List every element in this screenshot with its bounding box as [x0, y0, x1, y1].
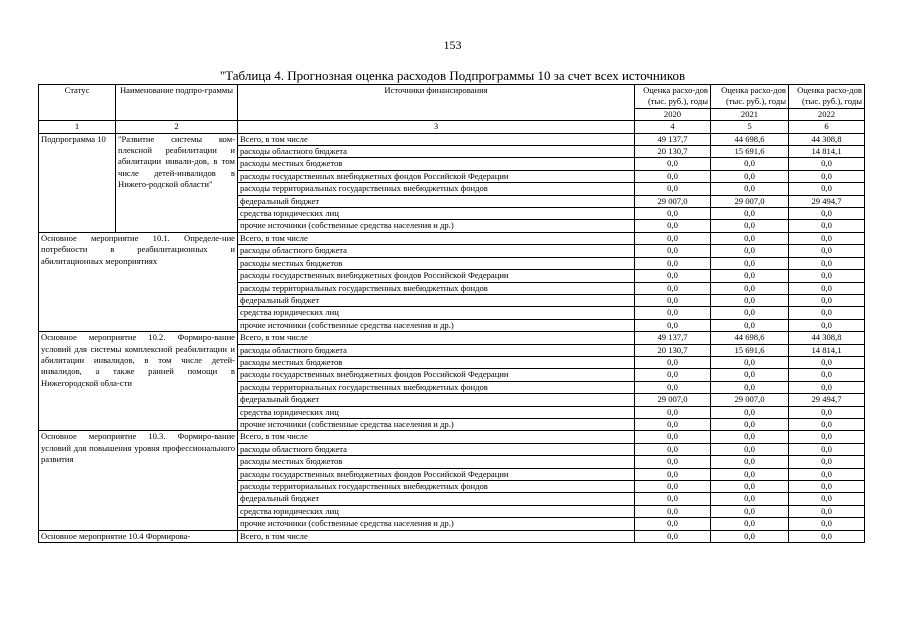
header-row: [39, 85, 865, 109]
value-cell: 29 494,7: [789, 394, 865, 406]
value-cell: 15 691,6: [711, 344, 789, 356]
value-cell: 0,0: [789, 381, 865, 393]
value-cell: 0,0: [635, 294, 711, 306]
value-cell: 0,0: [635, 530, 711, 542]
funding-source-cell: Всего, в том числе: [238, 530, 635, 542]
value-cell: 0,0: [711, 530, 789, 542]
value-cell: 0,0: [789, 418, 865, 430]
funding-source-cell: расходы территориальных государственных внебюджетных фондов: [238, 481, 635, 493]
funding-source-cell: средства юридических лиц: [238, 208, 635, 220]
value-cell: 0,0: [789, 530, 865, 542]
value-cell: 0,0: [635, 158, 711, 170]
value-cell: 0,0: [711, 294, 789, 306]
funding-source-cell: федеральный бюджет: [238, 294, 635, 306]
value-cell: 0,0: [711, 183, 789, 195]
funding-source-cell: расходы местных бюджетов: [238, 257, 635, 269]
funding-source-cell: федеральный бюджет: [238, 394, 635, 406]
funding-source-cell: федеральный бюджет: [238, 493, 635, 505]
value-cell: 20 130,7: [635, 344, 711, 356]
funding-source-cell: расходы государственных внебюджетных фондов Российской Федерации: [238, 369, 635, 381]
value-cell: 0,0: [789, 356, 865, 368]
value-cell: 0,0: [789, 232, 865, 244]
value-cell: 14 814,1: [789, 146, 865, 158]
value-cell: 0,0: [789, 319, 865, 331]
value-cell: 0,0: [789, 257, 865, 269]
funding-source-cell: расходы территориальных государственных внебюджетных фондов: [238, 282, 635, 294]
activity-cell: Основное мероприятие 10.4 Формирова-: [39, 530, 238, 542]
funding-source-cell: расходы областного бюджета: [238, 245, 635, 257]
header-year: 2022: [789, 108, 865, 120]
header-name: Наименование подпро-граммы: [116, 85, 238, 121]
value-cell: 0,0: [635, 456, 711, 468]
expense-table: [38, 84, 865, 543]
value-cell: 20 130,7: [635, 146, 711, 158]
value-cell: 0,0: [789, 158, 865, 170]
value-cell: 0,0: [789, 294, 865, 306]
value-cell: 0,0: [635, 183, 711, 195]
value-cell: 0,0: [635, 257, 711, 269]
value-cell: 0,0: [635, 319, 711, 331]
value-cell: 0,0: [711, 270, 789, 282]
value-cell: 0,0: [635, 245, 711, 257]
table-title: "Таблица 4. Прогнозная оценка расходов Подпрограммы 10 за счет всех источников: [219, 68, 686, 83]
funding-source-cell: расходы территориальных государственных внебюджетных фондов: [238, 381, 635, 393]
value-cell: 0,0: [635, 208, 711, 220]
funding-source-cell: средства юридических лиц: [238, 505, 635, 517]
page-number: 153: [443, 38, 462, 52]
value-cell: 0,0: [789, 505, 865, 517]
funding-source-cell: расходы местных бюджетов: [238, 356, 635, 368]
header-sources: Источники финансирования: [238, 85, 635, 121]
header-status: Статус: [39, 85, 116, 121]
funding-source-cell: прочие источники (собственные средства населения и др.): [238, 220, 635, 232]
value-cell: 44 698,6: [711, 332, 789, 344]
value-cell: 0,0: [711, 505, 789, 517]
value-cell: 14 814,1: [789, 344, 865, 356]
header-est-2022: Оценка расхо-дов (тыс. руб.), годы: [789, 85, 865, 109]
value-cell: 0,0: [789, 481, 865, 493]
value-cell: 0,0: [635, 381, 711, 393]
value-cell: 0,0: [711, 493, 789, 505]
funding-source-cell: прочие источники (собственные средства населения и др.): [238, 518, 635, 530]
status-cell: Подпрограмма 10: [39, 133, 116, 232]
value-cell: 0,0: [635, 493, 711, 505]
value-cell: 0,0: [711, 257, 789, 269]
value-cell: 0,0: [789, 431, 865, 443]
value-cell: 29 007,0: [711, 195, 789, 207]
table-body: [39, 133, 865, 542]
value-cell: 0,0: [789, 369, 865, 381]
activity-cell: Основное мероприятие 10.1. Определе-ние потребности в реабилитационных и абилитационных мероприятиях: [39, 232, 238, 331]
header-est-2020: Оценка расхо-дов (тыс. руб.), годы: [635, 85, 711, 109]
funding-source-cell: расходы государственных внебюджетных фондов Российской Федерации: [238, 170, 635, 182]
funding-source-cell: расходы областного бюджета: [238, 146, 635, 158]
table-row: [39, 530, 865, 542]
funding-source-cell: Всего, в том числе: [238, 431, 635, 443]
value-cell: 0,0: [711, 208, 789, 220]
value-cell: 0,0: [789, 270, 865, 282]
table-row: [39, 133, 865, 145]
value-cell: 49 137,7: [635, 332, 711, 344]
value-cell: 49 137,7: [635, 133, 711, 145]
header-year: 2020: [635, 108, 711, 120]
funding-source-cell: расходы государственных внебюджетных фондов Российской Федерации: [238, 468, 635, 480]
value-cell: 0,0: [635, 505, 711, 517]
activity-cell: Основное мероприятие 10.2. Формиро-вание условий для системы комплексной реабилитации и абилитации инвалидов, в том числе детей-инвалидов, а также ранней помощи в Нижегородской обла-сти: [39, 332, 238, 431]
funding-source-cell: прочие источники (собственные средства населения и др.): [238, 319, 635, 331]
value-cell: 44 698,6: [711, 133, 789, 145]
value-cell: 0,0: [789, 220, 865, 232]
value-cell: 0,0: [789, 406, 865, 418]
value-cell: 0,0: [711, 518, 789, 530]
column-number: 6: [789, 121, 865, 133]
column-number: 3: [238, 121, 635, 133]
value-cell: 29 007,0: [635, 195, 711, 207]
funding-source-cell: расходы местных бюджетов: [238, 456, 635, 468]
value-cell: 0,0: [789, 518, 865, 530]
value-cell: 0,0: [789, 183, 865, 195]
value-cell: 0,0: [635, 468, 711, 480]
value-cell: 0,0: [789, 282, 865, 294]
table-row: [39, 332, 865, 344]
value-cell: 0,0: [711, 468, 789, 480]
value-cell: 0,0: [789, 493, 865, 505]
column-number: 1: [39, 121, 116, 133]
value-cell: 29 007,0: [635, 394, 711, 406]
value-cell: 0,0: [635, 369, 711, 381]
value-cell: 0,0: [789, 468, 865, 480]
value-cell: 0,0: [711, 282, 789, 294]
value-cell: 0,0: [711, 245, 789, 257]
value-cell: 0,0: [635, 232, 711, 244]
funding-source-cell: расходы областного бюджета: [238, 443, 635, 455]
table-row: [39, 431, 865, 443]
value-cell: 0,0: [635, 518, 711, 530]
funding-source-cell: средства юридических лиц: [238, 307, 635, 319]
funding-source-cell: средства юридических лиц: [238, 406, 635, 418]
funding-source-cell: расходы местных бюджетов: [238, 158, 635, 170]
value-cell: 29 494,7: [789, 195, 865, 207]
header-colnums-row: [39, 121, 865, 133]
funding-source-cell: расходы областного бюджета: [238, 344, 635, 356]
column-number: 4: [635, 121, 711, 133]
value-cell: 0,0: [711, 356, 789, 368]
activity-cell: Основное мероприятие 10.3. Формиро-вание условий для повышения уровня профессионального развития: [39, 431, 238, 530]
value-cell: 0,0: [711, 481, 789, 493]
value-cell: 0,0: [711, 456, 789, 468]
value-cell: 0,0: [711, 369, 789, 381]
funding-source-cell: Всего, в том числе: [238, 332, 635, 344]
value-cell: 0,0: [635, 356, 711, 368]
value-cell: 0,0: [711, 307, 789, 319]
value-cell: 0,0: [789, 456, 865, 468]
value-cell: 44 308,8: [789, 332, 865, 344]
value-cell: 0,0: [711, 158, 789, 170]
column-number: 2: [116, 121, 238, 133]
table-row: [39, 232, 865, 244]
value-cell: 0,0: [711, 232, 789, 244]
value-cell: 0,0: [635, 170, 711, 182]
value-cell: 29 007,0: [711, 394, 789, 406]
value-cell: 0,0: [635, 431, 711, 443]
value-cell: 0,0: [635, 270, 711, 282]
funding-source-cell: федеральный бюджет: [238, 195, 635, 207]
value-cell: 0,0: [789, 307, 865, 319]
funding-source-cell: Всего, в том числе: [238, 232, 635, 244]
value-cell: 0,0: [711, 381, 789, 393]
value-cell: 0,0: [635, 220, 711, 232]
value-cell: 44 308,8: [789, 133, 865, 145]
value-cell: 0,0: [711, 406, 789, 418]
value-cell: 0,0: [635, 406, 711, 418]
funding-source-cell: прочие источники (собственные средства населения и др.): [238, 418, 635, 430]
value-cell: 0,0: [711, 443, 789, 455]
value-cell: 0,0: [635, 443, 711, 455]
value-cell: 0,0: [789, 170, 865, 182]
value-cell: 0,0: [711, 319, 789, 331]
funding-source-cell: Всего, в том числе: [238, 133, 635, 145]
column-number: 5: [711, 121, 789, 133]
value-cell: 0,0: [635, 307, 711, 319]
header-year: 2021: [711, 108, 789, 120]
value-cell: 0,0: [635, 282, 711, 294]
funding-source-cell: расходы территориальных государственных внебюджетных фондов: [238, 183, 635, 195]
value-cell: 0,0: [711, 431, 789, 443]
value-cell: 0,0: [635, 481, 711, 493]
value-cell: 0,0: [711, 170, 789, 182]
header-est-2021: Оценка расхо-дов (тыс. руб.), годы: [711, 85, 789, 109]
value-cell: 0,0: [789, 245, 865, 257]
value-cell: 0,0: [711, 220, 789, 232]
value-cell: 0,0: [789, 443, 865, 455]
value-cell: 0,0: [789, 208, 865, 220]
subprogram-name-cell: "Развитие системы ком-плексной реабилитации и абилитации инвали-дов, в том числе детей-инвалидов в Нижего-родской области": [116, 133, 238, 232]
value-cell: 0,0: [711, 418, 789, 430]
value-cell: 15 691,6: [711, 146, 789, 158]
value-cell: 0,0: [635, 418, 711, 430]
funding-source-cell: расходы государственных внебюджетных фондов Российской Федерации: [238, 270, 635, 282]
